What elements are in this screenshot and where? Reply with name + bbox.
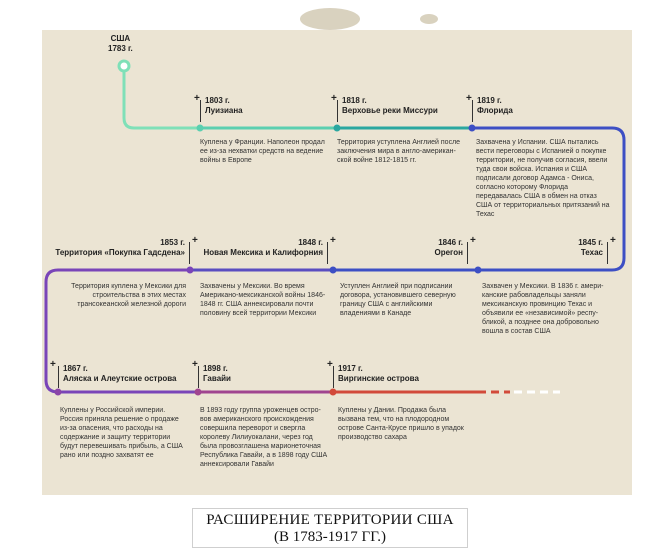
event-tick <box>200 100 201 122</box>
event-description: Захвачен у Мексики. В 1836 г. амери-канские рабовладельцы заняли мексиканскую провинцию Техас и объявили ее «независимой» респу-бликой, а позднее она добровольно вошла в состав США <box>482 283 604 335</box>
event-tick <box>333 366 334 388</box>
start-year: 1783 г. <box>108 44 133 53</box>
event-name: Территория «Покупка Гадсдена» <box>55 248 185 257</box>
event-name: Новая Мексика и Калифорния <box>203 248 323 257</box>
caption-box <box>192 508 468 548</box>
event-tick <box>472 100 473 122</box>
event-tick <box>607 242 608 264</box>
event-description: Захвачена у Испании. США пытались вести переговоры с Испанией о покупке территории, не получив согласия, ввели туда свои войска. Испания и США подписали договор Адамса - Ониса, согласно которому Флорида передавалась США в обмен на отказ США от территориальных притязаний на Техас <box>476 139 610 218</box>
event-name: Аляска и Алеутские острова <box>63 374 177 383</box>
start-label <box>108 34 133 54</box>
event-year: 1845 г. <box>578 238 603 247</box>
event-description: Куплены у Дании. Продажа была вызвана тем, что на плодородном острове Санта-Крусе пришло в упадок производство сахара <box>338 407 464 441</box>
plus-icon: + <box>466 93 472 104</box>
plus-icon: + <box>192 235 198 246</box>
event-label <box>338 364 419 384</box>
start-name: США <box>110 34 131 43</box>
plus-icon: + <box>192 359 198 370</box>
plus-icon: + <box>50 359 56 370</box>
event-description: Территория уступлена Англией после заключения мира в англо-американ-ской войне 1812-1815 гг. <box>337 139 461 164</box>
plus-icon: + <box>327 359 333 370</box>
event-label <box>477 96 513 116</box>
event-name: Орегон <box>434 248 463 257</box>
event-tick <box>58 366 59 388</box>
event-description: Территория куплена у Мексики для строительства в этих местах трансокеанской железной дороги <box>71 283 186 308</box>
event-year: 1818 г. <box>342 96 367 105</box>
event-tick <box>198 366 199 388</box>
event-year: 1867 г. <box>63 364 88 373</box>
event-year: 1853 г. <box>160 238 185 247</box>
event-description: Куплена у Франции. Наполеон продал ее из-за нехватки средств на ведение войны в Европе <box>200 139 325 164</box>
event-name: Верховье реки Миссури <box>342 106 438 115</box>
event-year: 1846 г. <box>438 238 463 247</box>
plus-icon: + <box>610 235 616 246</box>
event-name: Луизиана <box>205 106 243 115</box>
event-label <box>195 238 323 258</box>
event-description: В 1893 году группа уроженцев остро-вов американского происхождения совершила переворот и свергла королеву Лилиуокалани, через год была провозглашена марионеточная Республика Гавайи, а в 1898 году США аннексировали Гавайи <box>200 407 328 468</box>
caption-subtitle: (В 1783-1917 ГГ.) <box>274 529 386 545</box>
event-year: 1917 г. <box>338 364 363 373</box>
event-year: 1898 г. <box>203 364 228 373</box>
caption-title: РАСШИРЕНИЕ ТЕРРИТОРИИ США <box>206 512 454 528</box>
event-tick <box>337 100 338 122</box>
event-label <box>395 238 463 258</box>
event-description: Уступлен Англией при подписании договора, установившего северную границу США с английскими владениями в Канаде <box>340 283 456 317</box>
event-tick <box>189 242 190 264</box>
event-tick <box>327 242 328 264</box>
plus-icon: + <box>330 235 336 246</box>
event-label <box>205 96 243 116</box>
event-name: Техас <box>580 248 603 257</box>
event-label <box>203 364 231 384</box>
event-label <box>55 238 185 258</box>
event-description: Куплены у Российской империи. Россия приняла решение о продаже из-за опасения, что расходы на содержание и защиту территории будут перевешивать прибыль, а США рано или поздно захватят ее <box>60 407 183 459</box>
event-year: 1819 г. <box>477 96 502 105</box>
event-name: Флорида <box>477 106 513 115</box>
event-label <box>63 364 176 384</box>
event-name: Гавайи <box>203 374 231 383</box>
plus-icon: + <box>194 93 200 104</box>
plus-icon: + <box>331 93 337 104</box>
event-description: Захвачены у Мексики. Во время Американо-мексиканской войны 1846-1848 гг. США аннексировали почти половину всей территории Мексики <box>200 283 326 317</box>
event-tick <box>467 242 468 264</box>
plus-icon: + <box>470 235 476 246</box>
event-name: Виргинские острова <box>338 374 419 383</box>
event-year: 1848 г. <box>298 238 323 247</box>
event-year: 1803 г. <box>205 96 230 105</box>
event-label <box>540 238 603 258</box>
event-label <box>342 96 438 116</box>
